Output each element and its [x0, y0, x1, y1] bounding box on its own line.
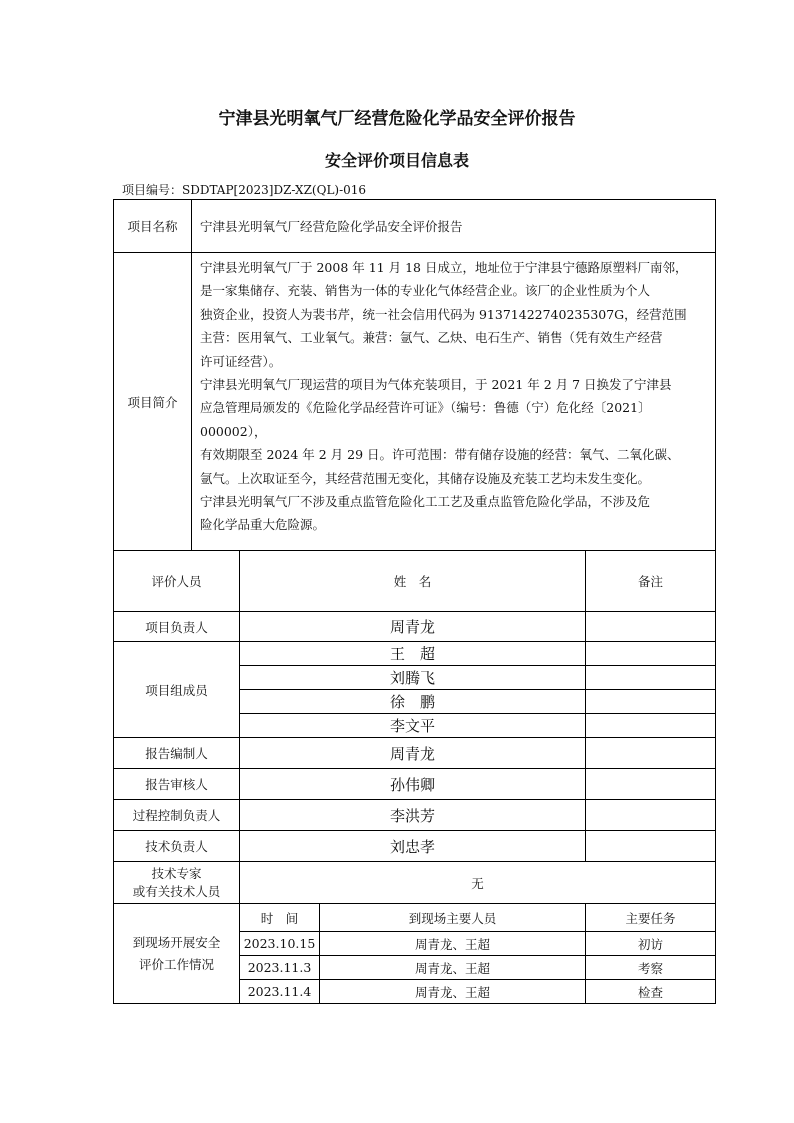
- visit-task: 检查: [586, 980, 716, 1004]
- intro-line: 许可证经营）。: [200, 353, 282, 369]
- process-control-label: 过程控制负责人: [114, 800, 240, 831]
- info-table: [113, 199, 716, 1004]
- visit-people: 周青龙、王超: [320, 980, 586, 1004]
- project-name-value: 宁津县光明氧气厂经营危险化学品安全评价报告: [192, 200, 716, 253]
- report-writer-name: 周青龙: [240, 738, 586, 769]
- project-name-label: 项目名称: [114, 200, 192, 253]
- visit-task: 初访: [586, 932, 716, 956]
- experts-value: 无: [240, 862, 716, 904]
- intro-line: 是一家集储存、充装、销售为一体的专业化气体经营企业。该厂的企业性质为个人: [200, 283, 651, 299]
- intro-line: 氩气。上次取证至今，其经营范围无变化，其储存设施及充装工艺均未发生变化。: [200, 470, 651, 486]
- visit-date: 2023.10.15: [240, 932, 320, 956]
- name-header: 姓 名: [240, 551, 586, 612]
- intro-line: 独资企业，投资人为裴书芹，统一社会信用代码为 91371422740235307G，经营范围: [200, 306, 687, 322]
- project-leader-label: 项目负责人: [114, 612, 240, 642]
- report-reviewer-name: 孙伟卿: [240, 769, 586, 800]
- intro-line: 宁津县光明氧气厂于 2008 年 11 月 18 日成立，地址位于宁津县宁德路原塑料厂南邻，: [200, 260, 688, 275]
- remark-header: 备注: [586, 551, 716, 612]
- visit-people: 周青龙、王超: [320, 956, 586, 980]
- remark-cell: [586, 769, 716, 800]
- project-leader-name: 周青龙: [240, 612, 586, 642]
- remark-cell: [586, 642, 716, 666]
- document-subtitle: 安全评价项目信息表: [324, 151, 469, 170]
- task-header: 主要任务: [586, 904, 716, 932]
- visit-date: 2023.11.4: [240, 980, 320, 1004]
- intro-line: 主营：医用氧气、工业氧气。兼营：氩气、乙炔、电石生产、销售（凭有效生产经营: [200, 330, 663, 346]
- site-work-label: [114, 904, 240, 1004]
- document-title: 宁津县光明氧气厂经营危险化学品安全评价报告: [218, 109, 576, 129]
- remark-cell: [586, 612, 716, 642]
- intro-line: 有效期限至 2024 年 2 月 29 日。许可范围：带有储存设施的经营：氧气、二氧化碳、: [200, 447, 680, 463]
- technical-leader-label: 技术负责人: [114, 831, 240, 862]
- project-number: 项目编号：SDDTAP[2023]DZ-XZ(QL)-016: [122, 183, 367, 197]
- remark-cell: [586, 738, 716, 769]
- intro-text: [192, 253, 716, 551]
- experts-label-line: 或有关技术人员: [132, 883, 221, 899]
- intro-line: 险化学品重大危险源。: [200, 517, 326, 533]
- remark-cell: [586, 831, 716, 862]
- intro-line: 应急管理局颁发的《危险化学品经营许可证》（编号：鲁德（宁）危化经〔2021〕000002），: [200, 400, 651, 439]
- site-work-label-line: 评价工作情况: [138, 956, 214, 972]
- report-reviewer-label: 报告审核人: [114, 769, 240, 800]
- time-header: 时 间: [240, 904, 320, 932]
- intro-line: 宁津县光明氧气厂不涉及重点监管危险化工工艺及重点监管危险化学品，不涉及危: [200, 494, 651, 510]
- experts-label-line: 技术专家: [151, 865, 202, 881]
- site-work-label-line: 到现场开展安全: [132, 934, 221, 950]
- remark-cell: [586, 690, 716, 714]
- visit-task: 考察: [586, 956, 716, 980]
- technical-leader-name: 刘忠孝: [240, 831, 586, 862]
- visit-date: 2023.11.3: [240, 956, 320, 980]
- member-name: 李文平: [240, 714, 586, 738]
- report-writer-label: 报告编制人: [114, 738, 240, 769]
- evaluators-label: 评价人员: [114, 551, 240, 612]
- member-name: 王 超: [240, 642, 586, 666]
- process-control-name: 李洪芳: [240, 800, 586, 831]
- experts-label: [114, 862, 240, 904]
- people-header: 到现场主要人员: [320, 904, 586, 932]
- remark-cell: [586, 666, 716, 690]
- member-name: 徐 鹏: [240, 690, 586, 714]
- members-label: 项目组成员: [114, 642, 240, 738]
- intro-line: 宁津县光明氧气厂现运营的项目为气体充装项目，于 2021 年 2 月 7 日换发了宁津县: [200, 377, 672, 393]
- visit-people: 周青龙、王超: [320, 932, 586, 956]
- remark-cell: [586, 714, 716, 738]
- member-name: 刘腾飞: [240, 666, 586, 690]
- intro-label: 项目简介: [114, 253, 192, 551]
- remark-cell: [586, 800, 716, 831]
